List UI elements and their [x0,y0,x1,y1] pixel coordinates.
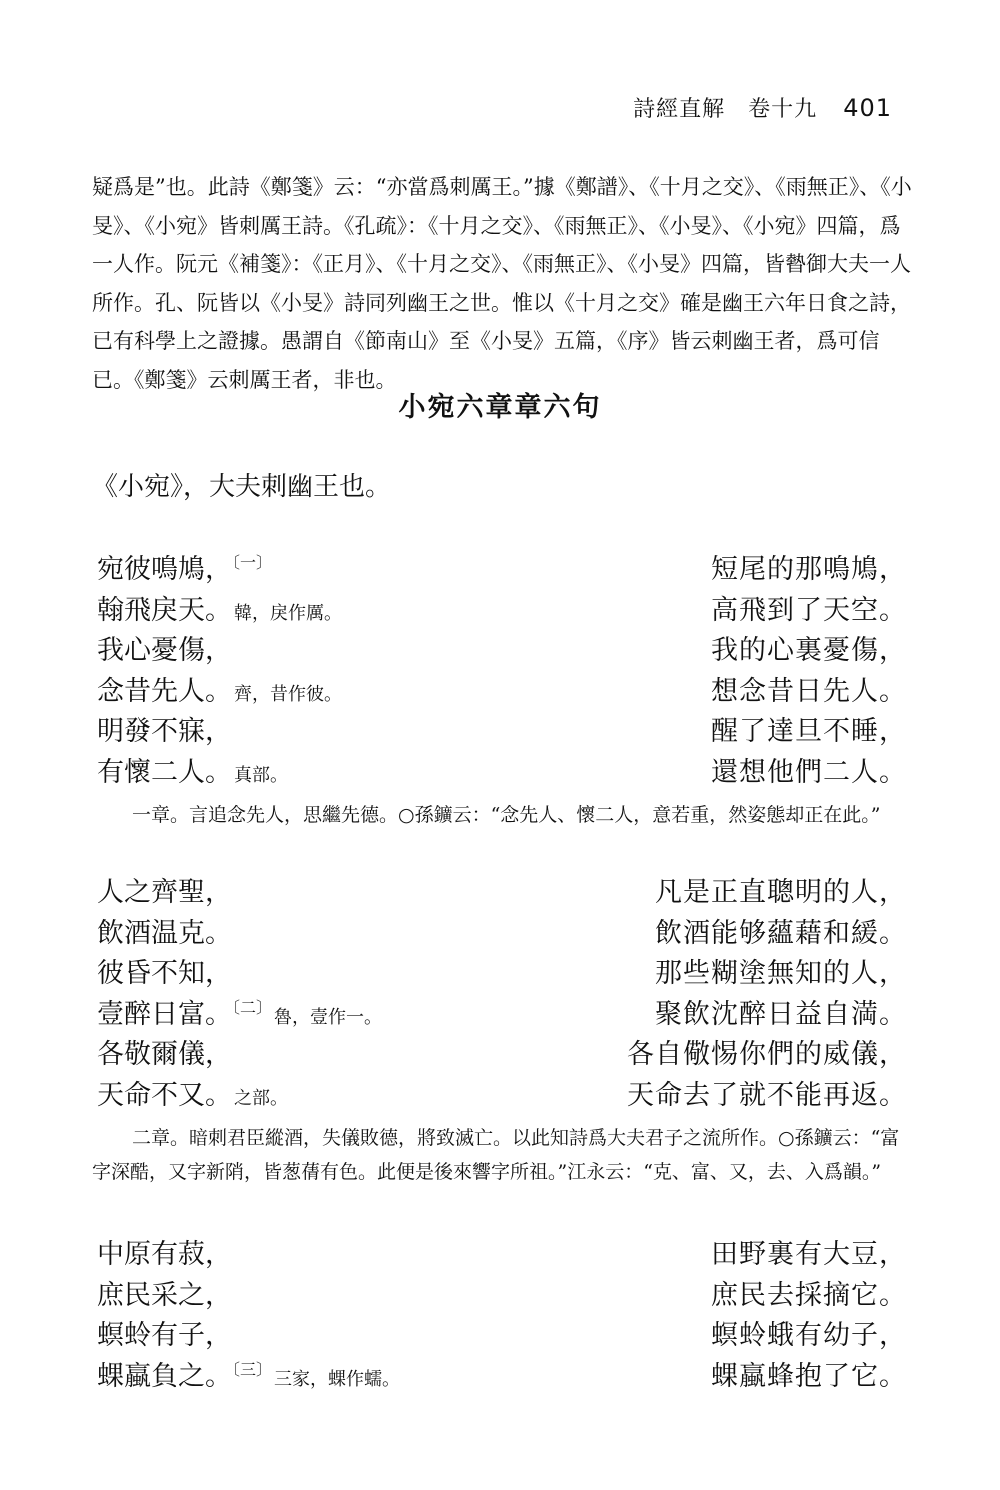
poem-line [97,988,907,1029]
original-text: 彼昏不知， [97,958,232,989]
original-text: 宛彼鳴鳩， [97,554,232,585]
original-text: 中原有菽， [97,1239,232,1270]
poem-line [97,1350,907,1391]
translation-text: 庶民去採摘它。 [711,1279,907,1311]
translation-text: 田野裏有大豆， [711,1239,907,1270]
poem-line [97,705,907,746]
translation-text: 聚飲沈醉日益自満。 [655,998,907,1030]
poem-line [97,947,907,988]
original-text: 壹醉日富。 [97,998,232,1030]
poem-line [97,866,907,907]
poem-preface: 《小宛》，大夫刺幽王也。 [92,472,392,502]
book-title: 詩經直解 卷十九 [633,97,818,122]
translation-text: 想念昔日先人。 [711,675,907,707]
stanza-commentary: 一章。言追念先人，思繼先德。○孫鑛云：“念先人、懷二人，意若重，然姿態却正在此。” [132,804,881,826]
translation-text: 天命去了就不能再返。 [627,1079,907,1111]
poem-line [97,665,907,706]
translation-text: 短尾的那鳴鳩， [711,554,907,585]
footnote-ref: 〔二〕 [232,997,273,1017]
poem-line [97,543,907,584]
original-text: 我心憂傷， [97,635,232,666]
original-text: 天命不又。 [97,1079,232,1111]
original-text: 念昔先人。 [97,675,232,707]
poem-line [97,584,907,625]
original-text: 翰飛戾天。 [97,594,232,626]
translation-text: 蜾蠃蜂抱了它。 [711,1360,907,1392]
poem-line [97,907,907,948]
original-text: 各敬爾儀， [97,1039,232,1070]
variant-note: 韓，戾作厲。 [234,602,342,624]
original-text: 明發不寐， [97,716,232,747]
translation-text: 我的心裏憂傷， [711,635,907,666]
translation-text: 凡是正直聰明的人， [655,877,907,908]
variant-note: 魯，壹作一。 [274,1006,383,1028]
translation-text: 那些糊塗無知的人， [655,958,907,989]
original-text: 人之齊聖， [97,877,232,908]
stanza-1 [97,543,907,786]
poem-line [97,1028,907,1069]
original-text: 蜾蠃負之。 [97,1360,232,1392]
intro-paragraph: 疑爲是”也。此詩《鄭箋》云：“亦當爲刺厲王。”據《鄭譜》、《十月之交》、《雨無正》、《小旻》、《小宛》皆刺厲王詩。《孔疏》：《十月之交》、《雨無正》、《小旻》、《小宛》四篇，爲一人作。阮元《補箋》：《正月》、《十月之交》、《雨無正》、《小旻》四篇，皆暬御大夫一人所作。孔、阮皆以《小旻》詩同列幽王之世。惟以《十月之交》確是幽王六年日食之詩，已有科學上之證據。愚謂自《節南山》至《小旻》五篇，《序》皆云刺幽王者，爲可信已。《鄭箋》云刺厲王者，非也。 [92,175,912,392]
variant-note: 之部。 [234,1087,288,1109]
footnote-ref: 〔一〕 [232,553,273,572]
poem-title: 小宛六章章六句 [398,392,602,423]
poem-line [97,1269,907,1310]
translation-text: 螟蛉蛾有幼子， [711,1320,907,1351]
translation-text: 還想他們二人。 [711,756,907,788]
poem-line [97,624,907,665]
original-text: 飲酒温克。 [97,917,232,949]
page-number: 401 [843,94,892,122]
stanza-3 [97,1228,907,1390]
variant-note: 真部。 [234,764,288,786]
stanza-2 [97,866,907,1109]
translation-text: 高飛到了天空。 [711,594,907,626]
variant-note: 三家，蜾作蠕。 [274,1368,401,1390]
poem-line [97,746,907,787]
footnote-ref: 〔三〕 [232,1359,273,1379]
poem-line [97,1309,907,1350]
translation-text: 飲酒能够蘊藉和緩。 [655,917,907,949]
original-text: 庶民采之， [97,1279,232,1311]
original-text: 螟蛉有子， [97,1320,232,1351]
translation-text: 醒了達旦不睡， [711,716,907,747]
original-text: 有懷二人。 [97,756,232,788]
poem-line [97,1069,907,1110]
poem-line [97,1228,907,1269]
stanza-commentary: 二章。暗刺君臣縱酒，失儀敗德，將致滅亡。以此知詩爲大夫君子之流所作。○孫鑛云：“富字深酷，又字新陗，皆葱蒨有色。此便是後來響字所祖。”江永云：“克、富、又，去、入爲韻。” [92,1127,900,1183]
translation-text: 各自儆惕你們的威儀， [627,1039,907,1070]
variant-note: 齊，昔作彼。 [234,683,342,705]
running-header [633,92,892,123]
